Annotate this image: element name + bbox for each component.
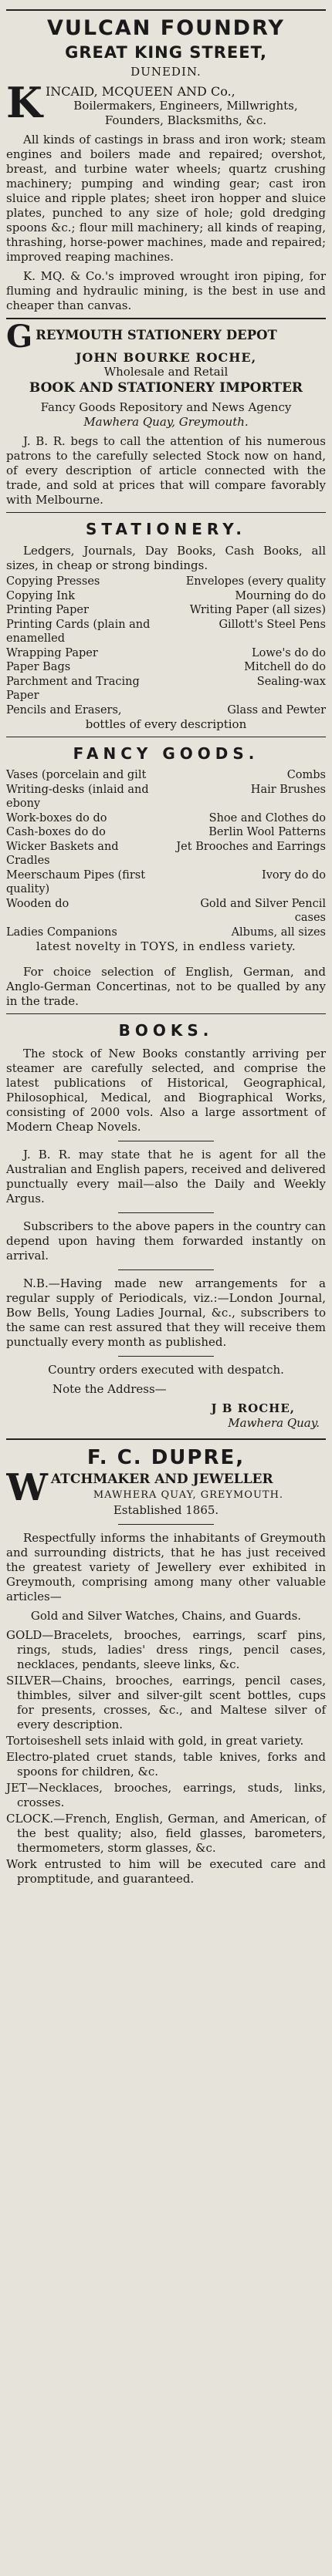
list-item: Combs: [286, 769, 326, 781]
list-item: Work entrusted to him will be executed care and promptitude, and guaranteed.: [6, 1857, 326, 1886]
list-item: Meerschaum Pipes (first quality): [6, 868, 146, 895]
foundry-services: All kinds of castings in brass and iron work; steam engines and boilers made and repaired; overshot, breast, and turbine water wheels; quartz crushing machinery; pumping and winding gear; cast iron sluice and ripple plates; sheet iron hopper and sluice plates, punched to any size of hole; gold dredging spoons &c.; flour mill machinery; all kinds of reaping, thrashing, horse-power machines, made and repaired; improved reaping machines.: [6, 133, 326, 264]
drop-cap: K: [6, 84, 42, 127]
country-orders: Country orders executed with despatch.: [48, 1363, 284, 1377]
books-paragraph: The stock of New Books constantly arriving per steamer are carefully selected, and comprise the latest publications of Historical, Geographical, Philosophical, Medical, and Biographical Works, consisting of 2000 vols. Also a large assortment of Modern Cheap Novels.: [6, 1047, 326, 1134]
firm-trades: Boilermakers, Engineers, Millwrights, Founders, Blacksmiths, &c.: [73, 99, 298, 127]
ad-street: GREAT KING STREET,: [65, 43, 267, 62]
list-item: Lowe's do do: [251, 646, 326, 659]
drop-cap: G: [6, 324, 33, 350]
section-heading: FANCY GOODS.: [73, 744, 259, 763]
list-item: Cash-boxes do do: [6, 826, 106, 838]
watches-line: Gold and Silver Watches, Chains, and Guards.: [30, 1609, 302, 1623]
note-address: Note the Address—: [53, 1382, 167, 1396]
list-item: Paper Bags: [6, 661, 71, 673]
roche-intro: J. B. R. begs to call the attention of his numerous patrons to the carefully selected Stock now on hand, of every description of article connected with the trade, and sold at prices that will compare favorably with Melbourne.: [6, 434, 326, 507]
divider: [6, 1013, 326, 1014]
list-item: Jet Brooches and Earrings: [176, 840, 326, 853]
proprietor-name: JOHN BOURKE ROCHE,: [75, 350, 257, 365]
jeweller-trade: ATCHMAKER AND JEWELLER: [50, 1472, 273, 1487]
list-item: Copying Ink: [6, 589, 76, 602]
stationery-intro: Ledgers, Journals, Day Books, Cash Books, all sizes, in cheap or strong bindings.: [6, 544, 326, 572]
list-item: SILVER—Chains, brooches, earrings, pencil cases, thimbles, silver and silver-gilt scent bottles, cups for presents, crosses, &c., and Maltese silver of every description.: [6, 1674, 326, 1731]
list-item: Writing Paper (all sizes): [189, 604, 326, 616]
firm-name: INCAID, MCQUEEN AND Co.,: [45, 84, 235, 99]
list-item: Wrapping Paper: [6, 646, 98, 659]
fancy-repository: Fancy Goods Repository and News Agency: [40, 400, 292, 414]
list-item: Berlin Wool Patterns: [208, 826, 326, 838]
jewellery-list: [6, 1628, 326, 1886]
toys-line: latest novelty in TOYS, in endless variety.: [36, 939, 296, 953]
section-heading: BOOKS.: [118, 1021, 214, 1040]
dupre-jeweller-ad: [6, 1445, 326, 1886]
list-item: Ivory do do: [261, 868, 326, 882]
newspaper-page: [6, 0, 326, 1886]
list-item: Vases (porcelain and gilt: [6, 769, 147, 781]
depot-title: REYMOUTH STATIONERY DEPOT: [36, 328, 277, 342]
signature-place: Mawhera Quay.: [228, 1416, 320, 1430]
drop-cap: W: [6, 1471, 48, 1503]
list-item: Gold and Silver Pencil cases: [200, 897, 326, 924]
list-item: JET—Necklaces, brooches, earrings, studs, links, crosses.: [6, 1781, 326, 1809]
list-item: Envelopes (every quality: [185, 575, 326, 588]
vulcan-foundry-ad: [6, 9, 326, 313]
list-item: Ladies Companions: [6, 926, 117, 939]
list-item: Printing Cards (plain and enamelled: [6, 618, 151, 645]
list-item: Sealing-wax: [256, 675, 326, 688]
list-item: CLOCK.—French, English, German, and American, of the best quality; also, field glasses, barometers, thermometers, storm glasses, &c.: [6, 1812, 326, 1855]
established-line: Established 1865.: [113, 1503, 219, 1517]
subscribers-paragraph: Subscribers to the above papers in the country can depend upon having them forwarded instantly on arrival.: [6, 1219, 326, 1263]
list-item: Albums, all sizes: [231, 926, 326, 939]
list-item: GOLD—Bracelets, brooches, earrings, scarf pins, rings, studs, ladies' dress rings, pencil cases, necklaces, pendants, sleeve links, &c.: [6, 1628, 326, 1671]
list-item: Copying Presses: [6, 575, 100, 588]
concertina-note: For choice selection of English, German, and Anglo-German Concertinas, not to be qualled by any in the trade.: [6, 965, 326, 1008]
list-item: Mourning do do: [235, 589, 326, 602]
foundry-piping: K. MQ. & Co.'s improved wrought iron piping, for fluming and hydraulic mining, is the best in use and cheaper than canvas.: [6, 269, 326, 312]
agent-paragraph: J. B. R. may state that he is agent for all the Australian and English papers, received and delivered punctually every mail—also the Daily and Weekly Argus.: [6, 1148, 326, 1205]
list-item: Printing Paper: [6, 604, 89, 616]
roche-stationery-ad: [6, 324, 326, 1431]
list-item: Pencils and Erasers,: [6, 703, 122, 716]
ad-title: VULCAN FOUNDRY: [47, 16, 285, 40]
jeweller-address: MAWHERA QUAY, GREYMOUTH.: [93, 1489, 284, 1501]
list-item: Gillott's Steel Pens: [219, 618, 326, 631]
list-item: Wicker Baskets and Cradles: [6, 840, 119, 867]
divider: [6, 512, 326, 513]
stationery-list: [6, 575, 326, 717]
trade-type: Wholesale and Retail: [103, 365, 229, 379]
signature-name: J B ROCHE,: [211, 1401, 295, 1415]
ad-city: DUNEDIN.: [130, 65, 202, 79]
divider: [6, 318, 326, 319]
list-item: Electro-plated cruet stands, table knives, forks and spoons for children, &c.: [6, 1750, 326, 1779]
list-item: Tortoiseshell sets inlaid with gold, in great variety.: [6, 1734, 304, 1748]
list-item: Shoe and Clothes do: [208, 811, 326, 824]
fancy-goods-list: [6, 768, 326, 939]
divider: [6, 1438, 326, 1440]
list-item: Glass and Pewter: [227, 703, 326, 716]
stationery-tail: bottles of every description: [85, 717, 247, 731]
importer-line: BOOK AND STATIONERY IMPORTER: [29, 380, 303, 396]
depot-address: Mawhera Quay, Greymouth.: [83, 415, 249, 429]
jeweller-intro: Respectfully informs the inhabitants of Greymouth and surrounding districts, that he has just received the greatest variety of Jewellery ever exhibited in Greymouth, comprising among many other valuable articles—: [6, 1531, 326, 1603]
list-item: Hair Brushes: [250, 783, 326, 796]
list-item: Work-boxes do do: [6, 811, 107, 824]
divider: [6, 9, 326, 11]
nb-paragraph: N.B.—Having made new arrangements for a regular supply of Periodicals, viz.:—London Journal, Bow Bells, Young Ladies Journal, &c., subscribers to the same can rest assured that they will receive them punctually every month as published.: [6, 1276, 326, 1349]
list-item: Wooden do: [6, 897, 69, 910]
list-item: Mitchell do do: [244, 661, 326, 673]
list-item: Writing-desks (inlaid and ebony: [6, 783, 149, 810]
list-item: Parchment and Tracing Paper: [6, 675, 140, 702]
section-heading: STATIONERY.: [86, 520, 246, 538]
jeweller-name: F. C. DUPRE,: [86, 1446, 246, 1469]
